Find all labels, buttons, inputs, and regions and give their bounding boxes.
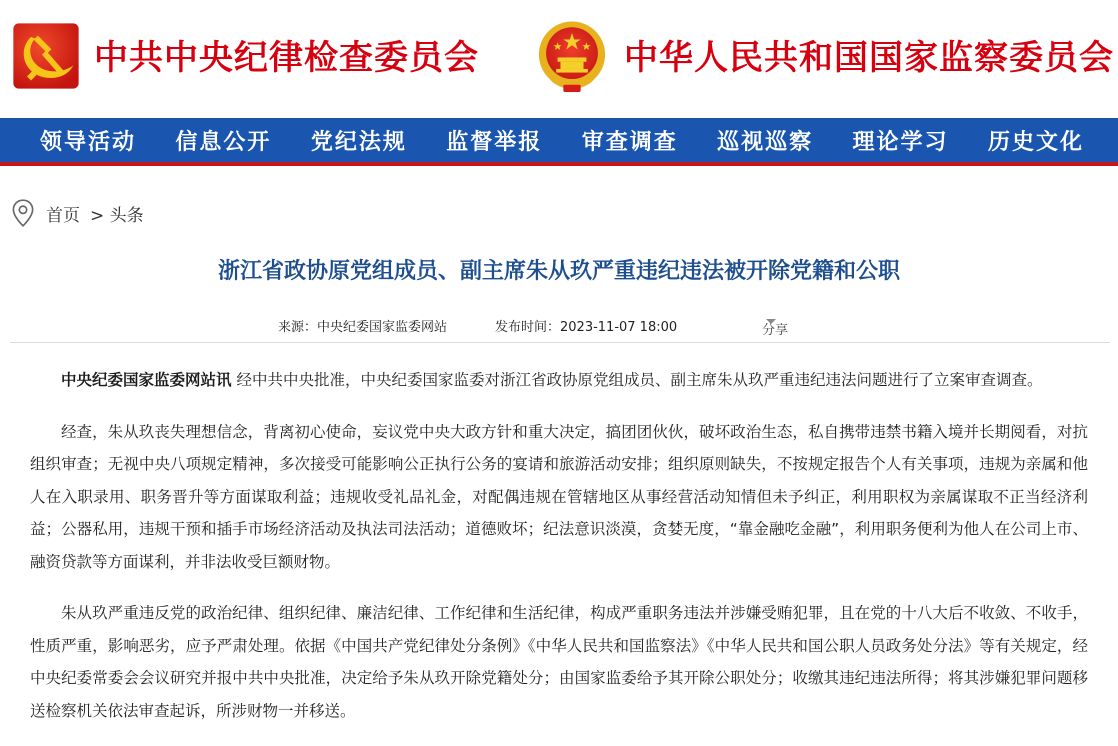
meta-divider [10,342,1110,343]
chevron-down-icon [766,319,776,324]
nav-item-leadership[interactable]: 领导活动 [40,128,137,155]
nav-item-disclosure[interactable]: 信息公开 [175,128,272,155]
paragraph-text: 经中共中央批准，中央纪委国家监委对浙江省政协原党组成员、副主席朱从玖严重违纪违法问题进行了立案审查调查。 [236,371,1043,389]
site-header [0,0,1118,118]
breadcrumb [12,198,148,228]
article-paragraph: 经查，朱从玖丧失理想信念，背离初心使命，妄议党中央大政方针和重大决定，搞团团伙伙，破坏政治生态，私自携带违禁书籍入境并长期阅看，对抗组织审查；无视中央八项规定精神，多次接受可能影响公正执行公务的宴请和旅游活动安排；组织原则缺失，不按规定报告个人有关事项，违规为亲属和他人在入职录用、职务晋升等方面谋取利益；违规收受礼品礼金，对配偶违规在管辖地区从事经营活动知情但未予纠正，利用职权为亲属谋取不正当经济利益；公器私用，违规干预和插手市场经济活动及执法司法活动；道德败坏；纪法意识淡漠，贪婪无度，“靠金融吃金融”，利用职务便利为他人在公司上市、融资贷款等方面谋利，并非法收受巨额财物。 [30,422,1088,571]
main-nav [0,118,1118,162]
nsc-title[interactable]: 中华人民共和国国家监察委员会 [624,38,1114,78]
article-paragraph [30,364,1088,397]
nav-item-regulations[interactable]: 党纪法规 [310,128,407,155]
nav-item-investigation[interactable]: 审查调查 [581,128,678,155]
article-paragraph: 朱从玖严重违反党的政治纪律、组织纪律、廉洁纪律、工作纪律和生活纪律，构成严重职务违法并涉嫌受贿犯罪，且在党的十八大后不收敛、不收手，性质严重，影响恶劣，应予严肃处理。依据《中国共产党纪律处分条例》《中华人民共和国监察法》《中华人民共和国公职人员政务处分法》等有关规定，经中央纪委常委会会议研究并报中共中央批准，决定给予朱从玖开除党籍处分；由国家监委给予其开除公职处分；收缴其违纪违法所得；将其涉嫌犯罪问题移送检察机关依法审查起诉，所涉财物一并移送。 [30,604,1088,720]
party-emblem-icon[interactable] [12,22,80,90]
share-label: 分享 [762,323,789,338]
nav-accent-strip [0,162,1118,166]
article-publish-time: 发布时间：2023-11-07 18:00 [495,320,678,335]
cpc-ccdi-title[interactable]: 中共中央纪律检查委员会 [94,38,479,78]
breadcrumb-home[interactable]: 首页 [46,205,80,226]
location-pin-icon [12,199,34,227]
article-body [30,364,1088,746]
article-title: 浙江省政协原党组成员、副主席朱从玖严重违纪违法被开除党籍和公职 [217,259,900,284]
nav-item-history[interactable]: 历史文化 [987,128,1084,155]
article-meta [0,313,1118,338]
breadcrumb-current[interactable]: > 头条 [90,205,144,226]
nav-item-theory[interactable]: 理论学习 [852,128,949,155]
article-lead: 中央纪委国家监委网站讯 [61,371,232,389]
nav-item-inspection[interactable]: 巡视巡察 [717,128,814,155]
article-source: 来源：中央纪委国家监委网站 [278,320,448,335]
nav-item-report[interactable]: 监督举报 [446,128,543,155]
national-emblem-icon[interactable] [536,18,608,94]
